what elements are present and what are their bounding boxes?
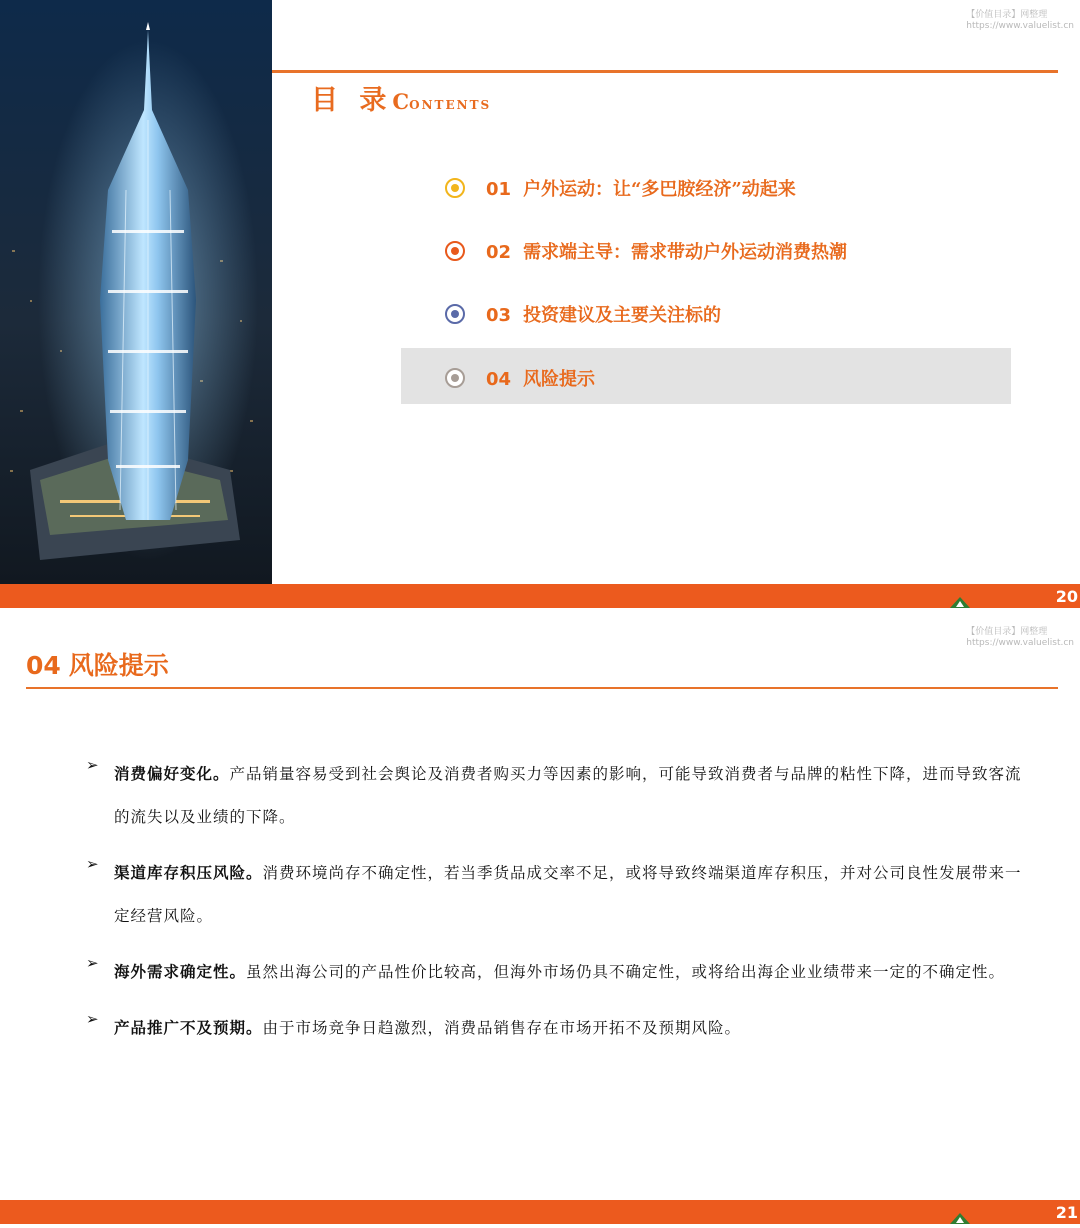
toc-item-text: 需求端主导：需求带动户外运动消费热潮 — [523, 242, 848, 263]
risk-item — [86, 1006, 1036, 1050]
risk-paragraph — [114, 851, 1036, 938]
contents-title-cn: 目 录 — [311, 85, 393, 116]
toc-item-text: 投资建议及主要关注标的 — [523, 305, 722, 326]
toc-item-number: 04 — [486, 369, 512, 390]
toc-item-label — [486, 301, 721, 327]
toc-item-text: 户外运动：让“多巴胺经济”动起来 — [523, 179, 796, 200]
toc-item-number: 02 — [486, 242, 512, 263]
arrow-bullet-icon: ➢ — [86, 855, 99, 873]
target-bullet-icon — [445, 368, 465, 388]
arrow-bullet-icon: ➢ — [86, 954, 99, 972]
skyscraper-night-photo — [0, 0, 272, 584]
arrow-bullet-icon: ➢ — [86, 1010, 99, 1028]
footer-logo-icon — [950, 597, 970, 608]
risk-body: 虽然出海公司的产品性价比较高，但海外市场仍具不确定性，或将给出海企业业绩带来一定的不确定性。 — [246, 963, 1006, 981]
watermark-line-1: 【价值目录】网整理 — [966, 10, 1048, 20]
risk-paragraph — [114, 752, 1036, 839]
contents-title-en-initial: C — [392, 89, 410, 114]
section-title — [26, 646, 169, 682]
slide-risks — [0, 612, 1080, 1228]
section-number: 04 — [26, 651, 61, 680]
page-number: 20 — [1055, 587, 1078, 606]
watermark-line-2: https://www.valuelist.cn — [966, 21, 1074, 31]
risk-item — [86, 851, 1036, 938]
toc-item-01[interactable] — [445, 173, 796, 203]
toc-item-label — [486, 365, 595, 391]
toc-item-04[interactable] — [445, 363, 595, 393]
risk-body: 消费环境尚存不确定性，若当季货品成交率不足，或将导致终端渠道库存积压，并对公司良性发展带来一定经营风险。 — [114, 864, 1022, 925]
toc-item-02[interactable] — [445, 236, 847, 266]
slide-contents — [0, 0, 1080, 612]
toc-item-label — [486, 175, 796, 201]
target-bullet-icon — [445, 241, 465, 261]
risk-item — [86, 950, 1036, 994]
toc-item-label — [486, 238, 847, 264]
footer-bar — [0, 584, 1080, 608]
section-divider — [26, 687, 1058, 689]
contents-title-en — [392, 89, 491, 114]
toc-item-number: 01 — [486, 179, 512, 200]
risk-title: 产品推广不及预期。 — [114, 1018, 263, 1037]
toc-item-text: 风险提示 — [523, 369, 596, 390]
page-number: 21 — [1055, 1203, 1078, 1222]
watermark — [966, 10, 1074, 32]
risk-paragraph — [114, 950, 1036, 994]
watermark-line-2: https://www.valuelist.cn — [966, 638, 1074, 648]
risk-paragraph — [114, 1006, 1036, 1050]
target-bullet-icon — [445, 304, 465, 324]
contents-title — [311, 78, 491, 117]
footer-bar — [0, 1200, 1080, 1224]
footer-logo-icon — [950, 1213, 970, 1224]
watermark-line-1: 【价值目录】网整理 — [966, 627, 1048, 637]
contents-divider — [272, 70, 1058, 73]
watermark — [966, 627, 1074, 649]
risk-list — [86, 752, 1036, 1062]
risk-title: 海外需求确定性。 — [114, 962, 247, 981]
risk-item — [86, 752, 1036, 839]
section-title-text: 风险提示 — [68, 651, 169, 680]
toc-item-03[interactable] — [445, 299, 721, 329]
risk-body: 产品销量容易受到社会舆论及消费者购买力等因素的影响，可能导致消费者与品牌的粘性下降，进而导致客流的流失以及业绩的下降。 — [114, 765, 1022, 826]
contents-title-en-rest: ONTENTS — [409, 98, 492, 112]
risk-title: 消费偏好变化。 — [114, 764, 230, 783]
arrow-bullet-icon: ➢ — [86, 756, 99, 774]
target-bullet-icon — [445, 178, 465, 198]
toc-item-number: 03 — [486, 305, 512, 326]
risk-body: 由于市场竞争日趋激烈，消费品销售存在市场开拓不及预期风险。 — [262, 1019, 742, 1037]
risk-title: 渠道库存积压风险。 — [114, 863, 263, 882]
